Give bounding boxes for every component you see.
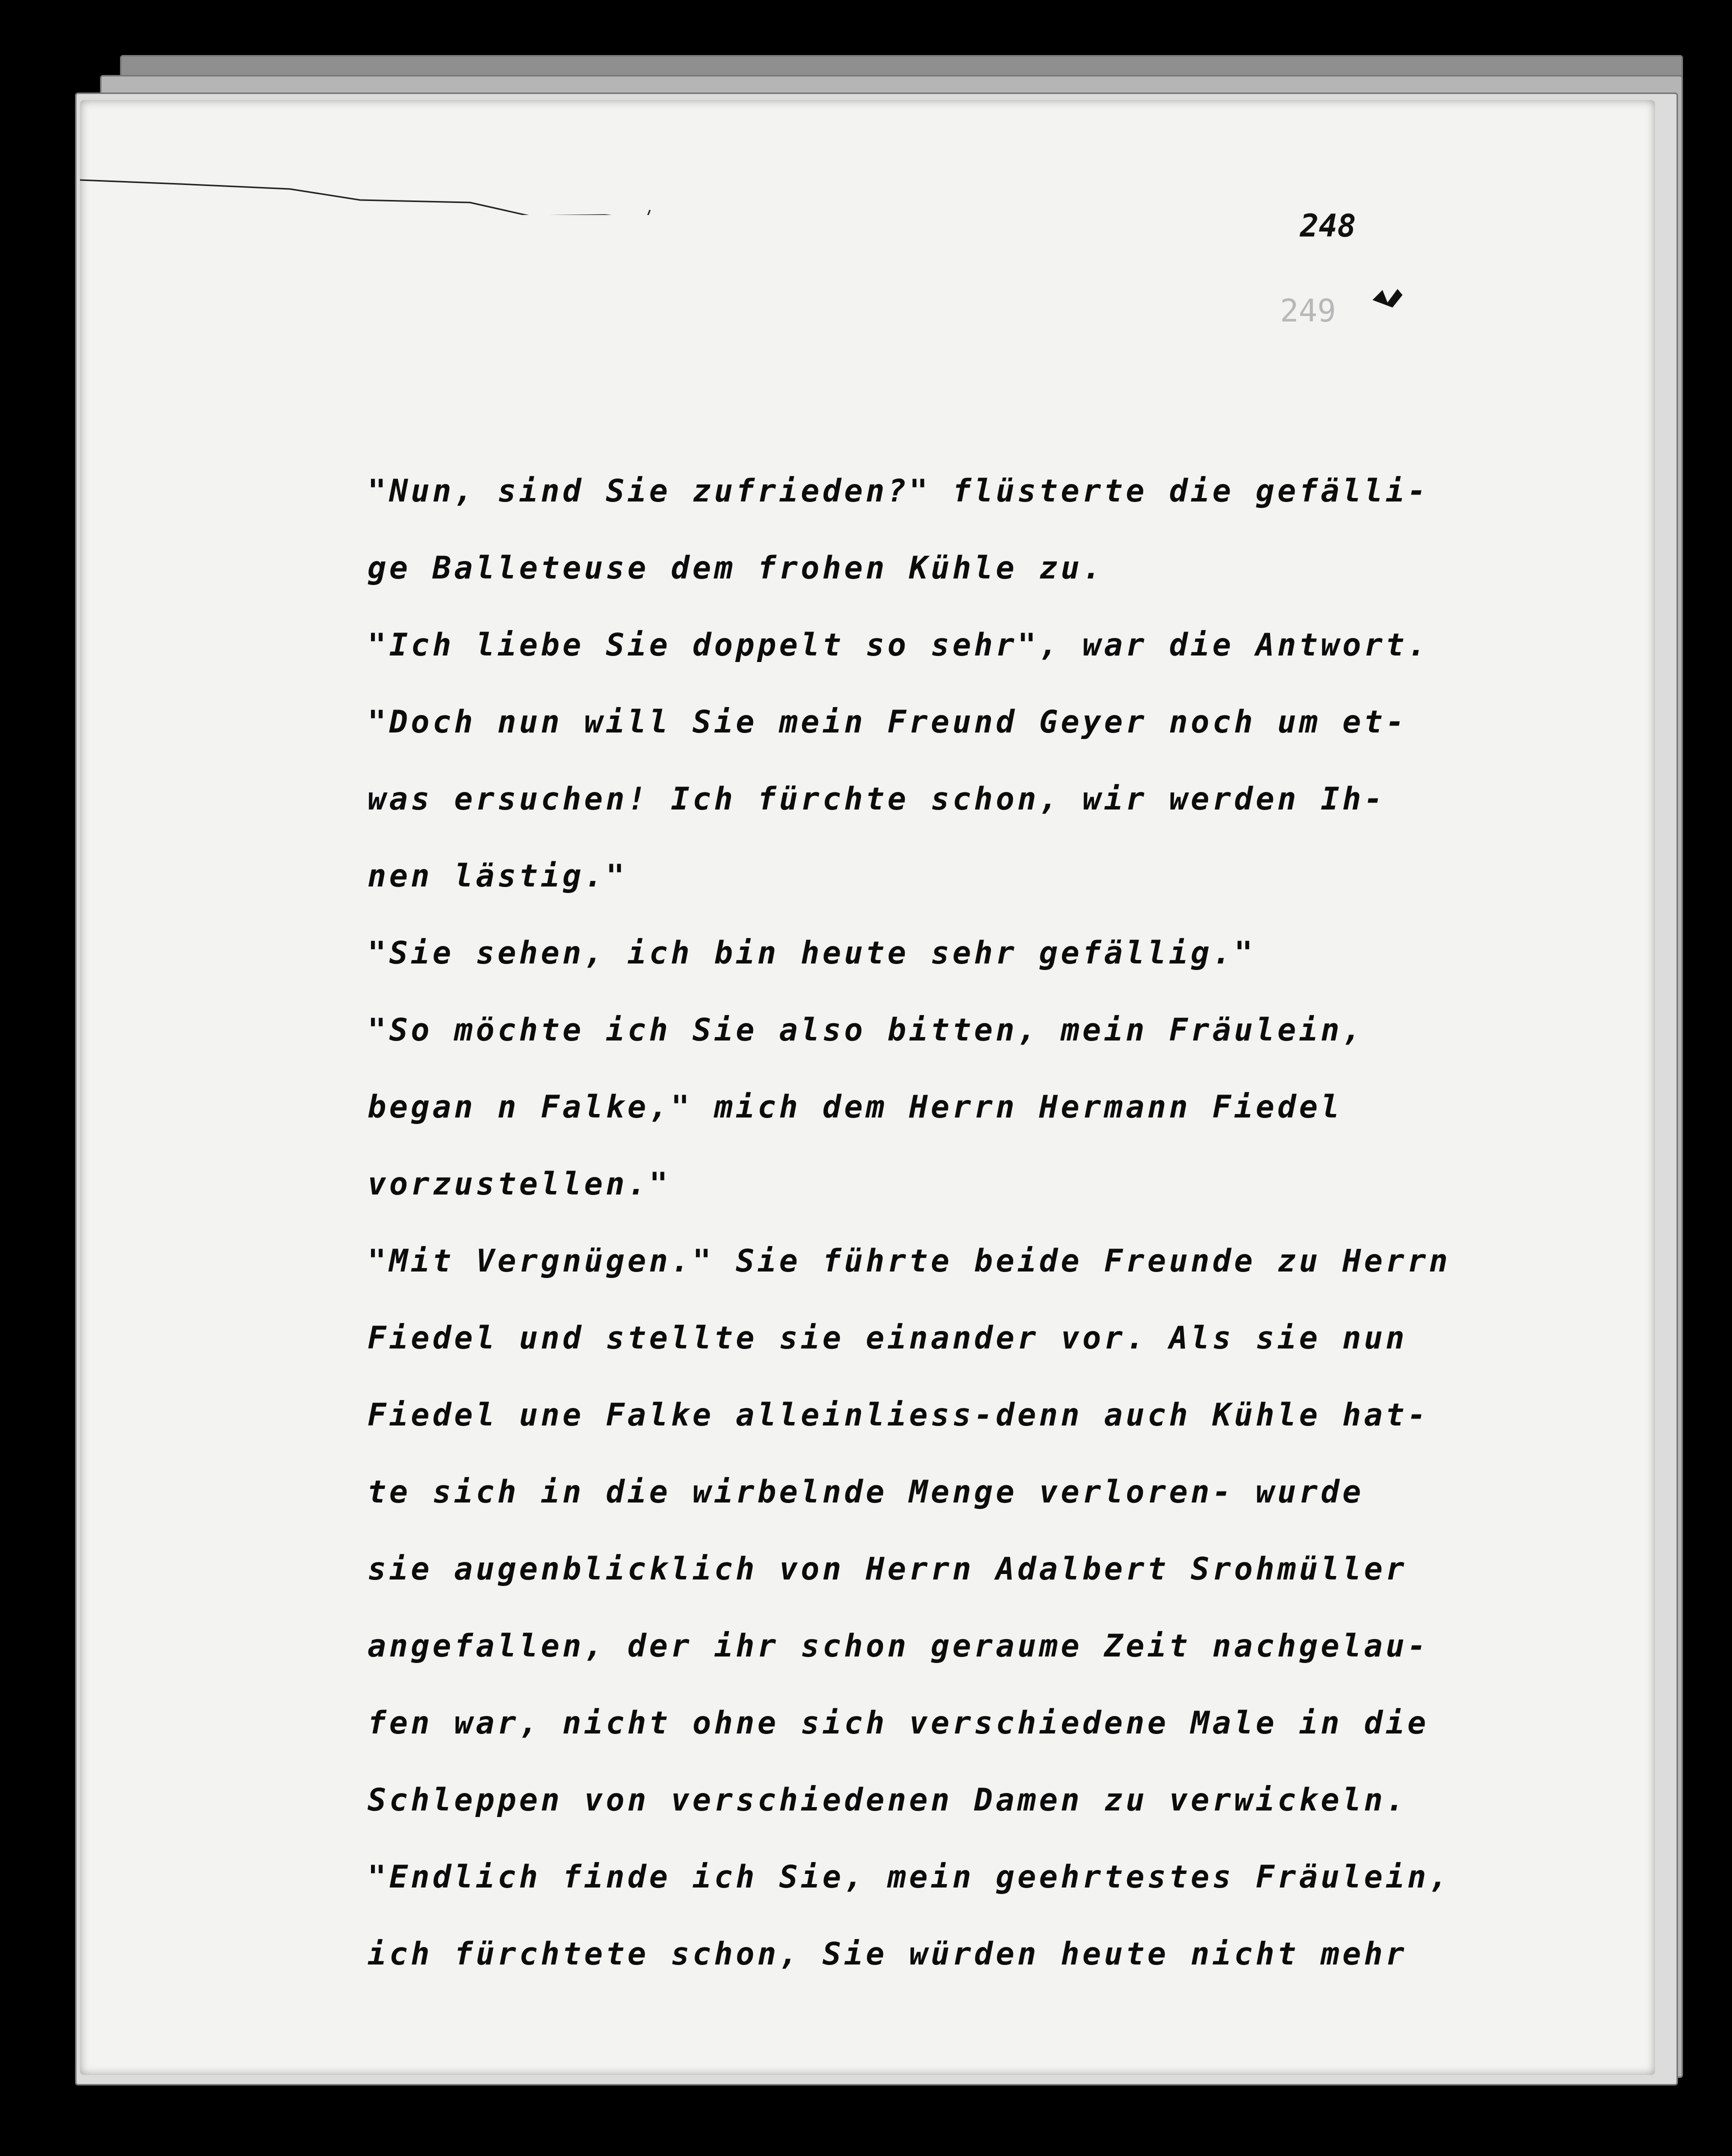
text-line: "Mit Vergnügen." Sie führte beide Freunde zu Herrn — [368, 1242, 1451, 1279]
text-line: Schleppen von verschiedenen Damen zu verwickeln. — [368, 1782, 1408, 1818]
typewritten-page — [80, 100, 1655, 2075]
text-line: "So möchte ich Sie also bitten, mein Fräulein, — [368, 1012, 1364, 1048]
text-line: te sich in die wirbelnde Menge verloren- wurde — [368, 1474, 1364, 1510]
text-line: vorzustellen." — [368, 1166, 671, 1202]
text-line: angefallen, der ihr schon geraume Zeit nachgelau- — [368, 1628, 1430, 1664]
text-line: "Sie sehen, ich bin heute sehr gefällig." — [368, 934, 1256, 971]
text-line: Fiedel und stellte sie einander vor. Als sie nun — [368, 1320, 1408, 1356]
torn-paper-edge — [80, 100, 1655, 215]
text-line: sie augenblicklich von Herrn Adalbert Srohmüller — [368, 1550, 1408, 1587]
text-line: "Nun, sind Sie zufrieden?" flüsterte die gefälli- — [368, 472, 1430, 509]
body-text — [368, 452, 1628, 1992]
text-line: "Ich liebe Sie doppelt so sehr", war die Antwort. — [368, 626, 1430, 663]
text-line: ge Balleteuse dem frohen Kühle zu. — [368, 550, 1104, 586]
text-line: began n Falke," mich dem Herrn Hermann Fiedel — [368, 1088, 1342, 1125]
ink-mark-icon — [1370, 285, 1405, 310]
text-line: "Endlich finde ich Sie, mein geehrtestes Fräulein, — [368, 1858, 1451, 1895]
bleed-through-page-number: 249 — [1280, 292, 1336, 329]
page-number: 248 — [1300, 208, 1356, 244]
text-line: was ersuchen! Ich fürchte schon, wir werden Ih- — [368, 780, 1386, 817]
text-line: ich fürchtete schon, Sie würden heute nicht mehr — [368, 1936, 1408, 1972]
text-line: nen lästig." — [368, 858, 628, 894]
text-line: Fiedel une Falke alleinliess-denn auch Kühle hat- — [368, 1396, 1430, 1433]
text-line: "Doch nun will Sie mein Freund Geyer noch um et- — [368, 704, 1408, 740]
text-line: fen war, nicht ohne sich verschiedene Male in die — [368, 1704, 1430, 1741]
